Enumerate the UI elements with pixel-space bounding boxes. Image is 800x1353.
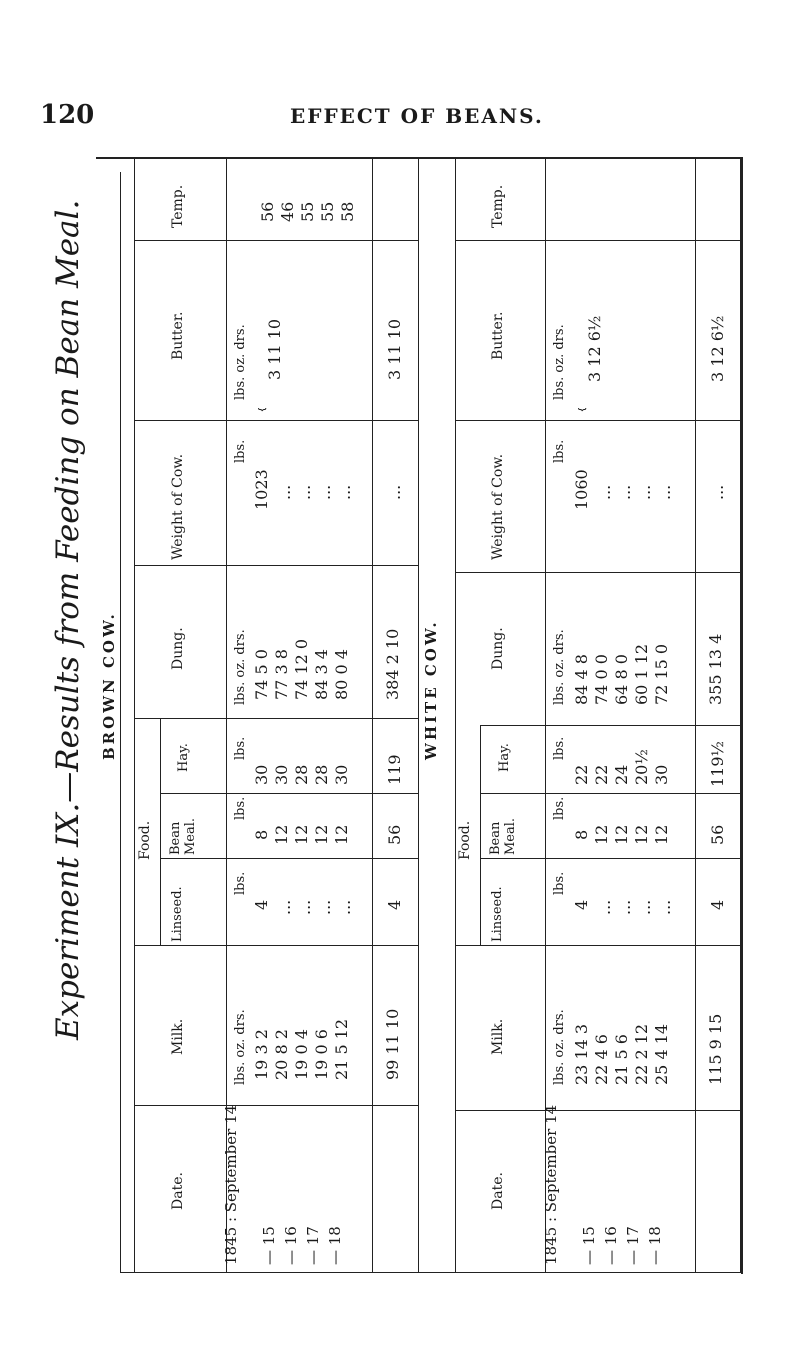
butter-total: 3 12 6½ <box>708 315 727 382</box>
table-rule <box>480 725 481 945</box>
hay-value: 28 <box>312 764 331 785</box>
date-entry: — 15 <box>580 1226 598 1265</box>
milk-value: 23 14 3 <box>572 1023 591 1085</box>
linseed-value: ... <box>595 899 614 915</box>
date-entry: 1845 : September 14 <box>542 1104 560 1265</box>
dung-value: 84 4 8 <box>572 654 591 705</box>
butter-value: 3 12 6½ <box>585 315 604 382</box>
table-rule <box>480 725 740 726</box>
units-weight: lbs. <box>552 439 567 463</box>
dung-value: 60 1 12 <box>632 643 651 705</box>
hay-total: 119½ <box>708 740 727 787</box>
milk-value: 21 5 6 <box>612 1034 631 1085</box>
weight-value: ... <box>295 484 314 500</box>
milk-value: 19 3 2 <box>252 1029 271 1080</box>
milk-value: 25 4 14 <box>652 1023 671 1085</box>
weight-value: ... <box>315 484 334 500</box>
table-rule <box>418 157 419 1272</box>
table-rule <box>134 565 418 566</box>
linseed-value: ... <box>635 899 654 915</box>
milk-value: 21 5 12 <box>332 1018 351 1080</box>
weight-value: ... <box>275 484 294 500</box>
col-header-butter: Butter. <box>490 311 506 360</box>
table-rule <box>455 945 740 946</box>
units-linseed: lbs. <box>233 871 248 895</box>
table-rule <box>160 793 418 794</box>
hay-value: 28 <box>292 764 311 785</box>
table-rule <box>120 1272 742 1273</box>
table-rule <box>455 572 740 573</box>
table-rule <box>160 858 418 859</box>
dung-value: 84 3 4 <box>312 649 331 700</box>
date-entry: — 17 <box>624 1226 642 1265</box>
table-rule <box>455 157 456 1272</box>
units-bean-meal: lbs. <box>233 796 248 820</box>
table-rule <box>134 945 418 946</box>
weight-value: ... <box>595 484 614 500</box>
butter-value: 3 11 10 <box>265 318 284 380</box>
col-header-linseed: Linseed. <box>170 886 185 942</box>
bean-meal-value: 12 <box>332 824 351 845</box>
temp-value: 56 <box>258 201 277 222</box>
table-rule <box>372 157 373 1272</box>
units-milk: lbs. oz. drs. <box>233 1009 248 1085</box>
table-rule <box>134 718 418 719</box>
dung-value: 72 15 0 <box>652 643 671 705</box>
temp-value: 46 <box>278 201 297 222</box>
units-butter: lbs. oz. drs. <box>233 324 248 400</box>
temp-value: 58 <box>338 201 357 222</box>
col-header-milk: Milk. <box>490 1018 506 1055</box>
milk-value: 19 0 6 <box>312 1029 331 1080</box>
milk-total: 99 11 10 <box>383 1008 402 1080</box>
table-rule <box>160 718 161 945</box>
col-header-milk: Milk. <box>170 1018 186 1055</box>
col-header-temp: Temp. <box>170 184 186 228</box>
date-entry: — 17 <box>304 1226 322 1265</box>
weight-value: 1060 <box>572 469 591 510</box>
linseed-value: 4 <box>572 899 591 910</box>
units-linseed: lbs. <box>552 871 567 895</box>
weight-total: ... <box>708 484 727 500</box>
date-entry: — 18 <box>646 1226 664 1265</box>
brace: ⏟ <box>258 395 267 411</box>
weight-total: ... <box>385 484 404 500</box>
units-hay: lbs. <box>233 736 248 760</box>
weight-value: ... <box>615 484 634 500</box>
hay-total: 119 <box>385 754 404 785</box>
units-milk: lbs. oz. drs. <box>552 1009 567 1085</box>
milk-value: 19 0 4 <box>292 1029 311 1080</box>
weight-value: ... <box>635 484 654 500</box>
date-entry: — 16 <box>282 1226 300 1265</box>
col-header-date: Date. <box>170 1172 186 1210</box>
table-rule <box>134 1105 418 1106</box>
page-number: 120 <box>40 100 95 130</box>
date-entry: 1845 : September 14 <box>222 1104 240 1265</box>
bean-meal-value: 12 <box>632 824 651 845</box>
dung-total: 355 13 4 <box>706 633 725 705</box>
date-entry: — 15 <box>260 1226 278 1265</box>
bean-meal-total: 56 <box>385 824 404 845</box>
bean-meal-value: 12 <box>592 824 611 845</box>
col-header-linseed: Linseed. <box>490 886 505 942</box>
linseed-value: ... <box>315 899 334 915</box>
hay-value: 30 <box>332 764 351 785</box>
temp-value: 55 <box>318 201 337 222</box>
bean-meal-value: 12 <box>612 824 631 845</box>
dung-value: 64 8 0 <box>612 654 631 705</box>
col-header-weight: Weight of Cow. <box>170 453 186 560</box>
experiment-title: Experiment IX.—Results from Feeding on Bean Meal. <box>50 199 86 1040</box>
milk-value: 22 2 12 <box>632 1023 651 1085</box>
table-rule <box>134 240 418 241</box>
dung-value: 80 0 4 <box>332 649 351 700</box>
col-header-hay: Hay. <box>497 743 512 772</box>
hay-value: 30 <box>652 764 671 785</box>
linseed-value: ... <box>275 899 294 915</box>
table-rule <box>480 793 740 794</box>
linseed-total: 4 <box>708 899 727 910</box>
units-butter: lbs. oz. drs. <box>552 324 567 400</box>
col-header-bean-meal: Bean Meal. <box>488 817 518 855</box>
white-cow-label: WHITE COW. <box>422 619 440 760</box>
linseed-value: ... <box>615 899 634 915</box>
bean-meal-value: 12 <box>312 824 331 845</box>
hay-value: 20½ <box>632 749 651 785</box>
table-rule <box>740 157 741 1272</box>
table-rule <box>120 172 121 1272</box>
units-weight: lbs. <box>233 439 248 463</box>
hay-value: 22 <box>592 764 611 785</box>
col-header-butter: Butter. <box>170 311 186 360</box>
milk-value: 20 8 2 <box>272 1029 291 1080</box>
bean-meal-value: 12 <box>652 824 671 845</box>
bean-meal-value: 12 <box>272 824 291 845</box>
col-header-temp: Temp. <box>490 184 506 228</box>
hay-value: 24 <box>612 764 631 785</box>
table-rule <box>455 1110 740 1111</box>
milk-value: 22 4 6 <box>592 1034 611 1085</box>
date-entry: — 16 <box>602 1226 620 1265</box>
hay-value: 22 <box>572 764 591 785</box>
dung-value: 74 12 0 <box>292 638 311 700</box>
bean-meal-value: 8 <box>252 829 271 840</box>
dung-total: 384 2 10 <box>383 628 402 700</box>
dung-value: 74 5 0 <box>252 649 271 700</box>
weight-value: ... <box>335 484 354 500</box>
bean-meal-value: 12 <box>292 824 311 845</box>
hay-value: 30 <box>252 764 271 785</box>
hay-value: 30 <box>272 764 291 785</box>
results-table <box>96 157 743 1274</box>
bean-meal-total: 56 <box>708 824 727 845</box>
dung-value: 74 0 0 <box>592 654 611 705</box>
col-header-food: Food. <box>457 820 473 860</box>
linseed-value: ... <box>295 899 314 915</box>
linseed-value: 4 <box>252 899 271 910</box>
milk-total: 115 9 15 <box>706 1013 725 1085</box>
units-dung: lbs. oz. drs. <box>552 629 567 705</box>
running-head: EFFECT OF BEANS. <box>290 104 544 128</box>
table-rule <box>455 240 740 241</box>
linseed-total: 4 <box>385 899 404 910</box>
col-header-weight: Weight of Cow. <box>490 453 506 560</box>
brace: ⏟ <box>578 395 587 411</box>
col-header-dung: Dung. <box>490 627 506 670</box>
units-bean-meal: lbs. <box>552 796 567 820</box>
date-entry: — 18 <box>326 1226 344 1265</box>
col-header-hay: Hay. <box>176 743 191 772</box>
col-header-date: Date. <box>490 1172 506 1210</box>
weight-value: 1023 <box>252 469 271 510</box>
linseed-value: ... <box>335 899 354 915</box>
col-header-bean-meal: Bean Meal. <box>168 817 198 855</box>
butter-total: 3 11 10 <box>385 318 404 380</box>
bean-meal-value: 8 <box>572 829 591 840</box>
table-rule <box>695 157 696 1272</box>
linseed-value: ... <box>655 899 674 915</box>
col-header-food: Food. <box>137 820 153 860</box>
dung-value: 77 3 8 <box>272 649 291 700</box>
table-rule <box>480 858 740 859</box>
brown-cow-label: BROWN COW. <box>100 611 118 760</box>
units-hay: lbs. <box>552 736 567 760</box>
temp-value: 55 <box>298 201 317 222</box>
table-rule <box>134 420 418 421</box>
col-header-dung: Dung. <box>170 627 186 670</box>
table-rule <box>455 420 740 421</box>
units-dung: lbs. oz. drs. <box>233 629 248 705</box>
weight-value: ... <box>655 484 674 500</box>
